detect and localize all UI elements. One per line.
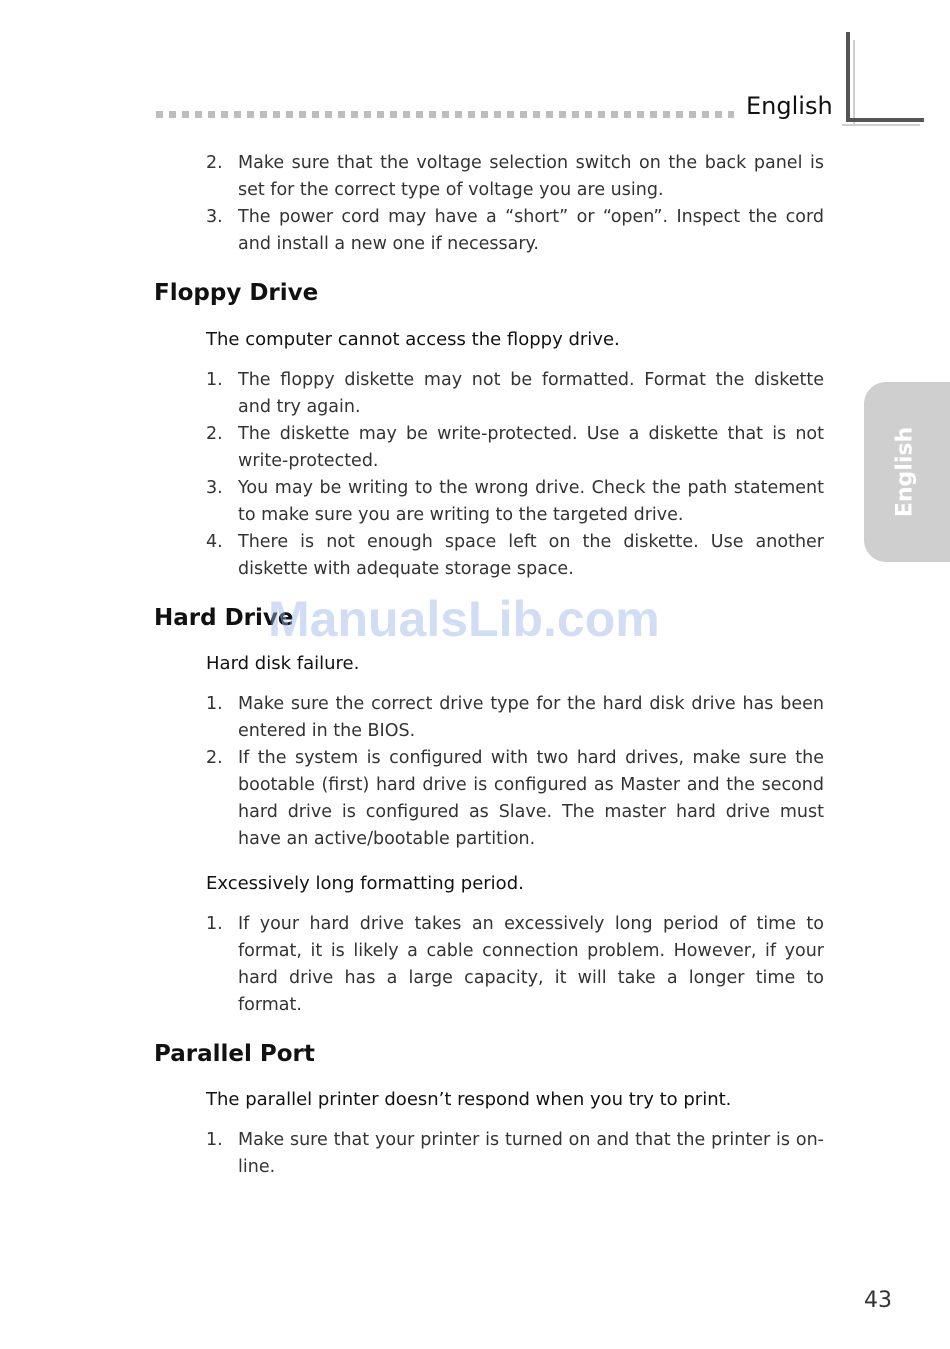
problem-heading: The computer cannot access the floppy drive. <box>206 329 620 350</box>
list-item-number: 3. <box>206 207 223 227</box>
parallel-port-list <box>154 1127 824 1181</box>
list-item-number: 2. <box>206 424 223 444</box>
corner-mark-horizontal-shadow <box>842 124 920 126</box>
list-item-number: 4. <box>206 532 223 552</box>
list-item <box>154 691 824 745</box>
list-item-number: 3. <box>206 478 223 498</box>
page-number: 43 <box>864 1288 892 1313</box>
floppy-list <box>154 367 824 583</box>
corner-mark-horizontal <box>846 118 924 122</box>
list-item <box>154 421 824 475</box>
list-item-number: 1. <box>206 914 223 934</box>
side-tab-label: English <box>892 426 918 518</box>
list-item <box>154 911 824 1019</box>
list-item <box>154 1127 824 1181</box>
list-item-number: 1. <box>206 694 223 714</box>
formatting-period-list <box>154 911 824 1019</box>
watermark: ManualsLib.com <box>268 591 660 647</box>
list-item-number: 2. <box>206 153 223 173</box>
list-item <box>154 367 824 421</box>
list-item-number: 1. <box>206 1130 223 1150</box>
list-item <box>154 475 824 529</box>
list-item-text: If your hard drive takes an excessively long period of time to format, it is likely a cable connection problem. However, if your hard drive has a large capacity, it will take a longer time to format. <box>238 914 824 1015</box>
list-item-text: There is not enough space left on the diskette. Use another diskette with adequate storage space. <box>238 532 824 579</box>
list-item-text: Make sure that your printer is turned on and that the printer is on-line. <box>238 1130 824 1177</box>
corner-mark-vertical-shadow <box>853 40 855 125</box>
header-language-title: English <box>746 92 833 120</box>
list-item-text: If the system is configured with two hard drives, make sure the bootable (first) hard drive is configured as Master and the second hard drive is configured as Slave. The master hard drive must have an active/bootable partition. <box>238 748 824 849</box>
list-item-text: The floppy diskette may not be formatted. Format the diskette and try again. <box>238 370 824 417</box>
list-item-text: Make sure that the voltage selection switch on the back panel is set for the correct type of voltage you are using. <box>238 153 824 200</box>
header-dotted-rule <box>156 111 734 118</box>
section-title-parallel-port: Parallel Port <box>154 1041 315 1067</box>
list-item <box>154 745 824 853</box>
problem-heading: The parallel printer doesn’t respond when you try to print. <box>206 1089 732 1110</box>
corner-mark-vertical <box>846 32 850 122</box>
list-item <box>154 204 824 258</box>
hard-disk-failure-list <box>154 691 824 853</box>
list-item-text: The power cord may have a “short” or “open”. Inspect the cord and install a new one if necessary. <box>238 207 824 254</box>
section-title-hard-drive: Hard Drive <box>154 605 294 631</box>
intro-list <box>154 150 824 258</box>
problem-heading: Excessively long formatting period. <box>206 873 524 894</box>
list-item-text: Make sure the correct drive type for the hard disk drive has been entered in the BIOS. <box>238 694 824 741</box>
list-item-number: 2. <box>206 748 223 768</box>
problem-heading: Hard disk failure. <box>206 653 360 674</box>
list-item <box>154 529 824 583</box>
section-title-floppy-drive: Floppy Drive <box>154 280 319 306</box>
list-item-text: You may be writing to the wrong drive. Check the path statement to make sure you are writing to the targeted drive. <box>238 478 824 525</box>
page-content <box>154 150 824 1181</box>
list-item-text: The diskette may be write-protected. Use a diskette that is not write-protected. <box>238 424 824 471</box>
list-item-number: 1. <box>206 370 223 390</box>
list-item <box>154 150 824 204</box>
